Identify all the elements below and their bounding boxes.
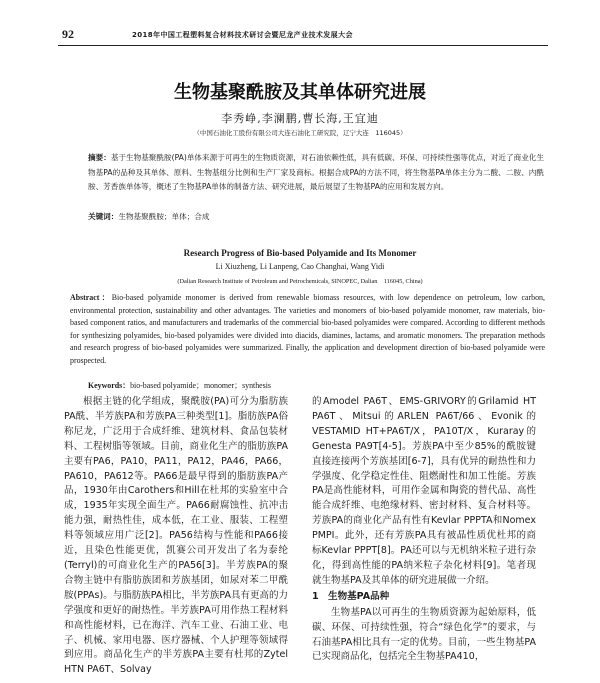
running-header: 2018年中国工程塑料复合材料技术研讨会暨尼龙产业技术发展大会: [132, 31, 353, 39]
affiliation-en: (Dalian Research Institute of Petroleum and Petrochemicals, SINOPEC, Dalian 116045, China): [177, 278, 423, 285]
authors-zh: 李秀峥,李澜鹏,曹长海,王宜迪: [221, 112, 379, 125]
keywords-en-label: Keywords：: [88, 381, 131, 390]
body-column-right: [312, 395, 536, 665]
keywords-zh: [88, 211, 544, 222]
abstract-zh-label: 摘要：: [88, 153, 111, 162]
abstract-en-label: Abstract：: [70, 293, 112, 302]
paper-title-zh: 生物基聚酰胺及其单体研究进展: [174, 82, 426, 103]
paper-title-en: Research Progress of Bio-based Polyamide and Its Monomer: [183, 248, 417, 258]
affiliation-zh: （中国石油化工股份有限公司大连石油化工研究院，辽宁大连 116045）: [193, 129, 407, 137]
abstract-zh-text: 基于生物基聚酰胺(PA)单体来源于可再生的生物质资源，对石油依赖性低，具有低碳、环保、可持续性强等优点，对近了商业化生物基PA的品种及其单体、原料、生物基组分比例和生产厂家及商标。根据合成PA的方法不同，将生物基PA单体主分为二酸、二胺、内酰胺、芳香族单体等，概述了生物基PA单体的制备方法、研究进展，最后展望了生物基PA的应用和发展方向。: [88, 153, 545, 192]
keywords-zh-label: 关键词：: [88, 212, 119, 221]
authors-en: Li Xiuzheng, Li Lanpeng, Cao Changhai, Wang Yidi: [215, 262, 385, 271]
section-number: 1: [312, 590, 319, 602]
section-title: 生物基PA品种: [328, 590, 390, 602]
header-divider: [58, 45, 548, 46]
keywords-en-text: bio-based polyamide；monomer；synthesis: [130, 381, 272, 390]
body-paragraph: 的Amodel PA6T、EMS-GRIVORY的Grilamid HT PA6T、Mitsui的ARLEN PA6T/66、Evonik的VESTAMID HT+PA6T/X，PA10T/X，Kuraray的Genesta PA9T[4-5]。芳族PA中至少85%的酰胺键直接连接两个芳族基团[6-7]，具有优异的耐热性和力学强度、化学稳定性佳、阻燃耐性和加工性能。芳族PA是高性能材料，可用作金属和陶瓷的替代品、高性能合成纤维、电绝缘材料、密封材料、复合材料等。芳族PA的商业化产品有性有Kevlar PPPTA和Nomex PMPI。此外，还有芳族PA具有被晶性质优杜邦的商标Kevlar PPPT[8]。PA还可以与无机纳米粒子进行杂化，得到高性能的PA纳米粒子杂化材料[9]。笔者现就生物基PA及其单体的研究进展做一介绍。: [312, 396, 536, 586]
keywords-en: [88, 380, 544, 391]
abstract-en-text: Bio-based polyamide monomer is derived from renewable biomass resources, with low dependence on petroleum, low carbon, environmental protection, sustainability and other advantages. The varieties and monomers of bio-based polyamide monomer, raw materials, bio-based component ratios, and manufacturers and trademarks of the commercial bio-based polyamides were compared. According to different methods for synthesizing polyamides, bio-based polyamides were divided into diacids, diamines, lactams, and aromatic monomers. The preparation methods and research progress of bio-based polyamides were summarized. Finally, the application and development direction of bio-based polyamide were prospected.: [70, 293, 545, 365]
page-number: 92: [62, 27, 74, 41]
body-column-left: [64, 395, 288, 678]
abstract-en: [70, 292, 545, 368]
keywords-zh-text: 生物基聚酰胺；单体；合成: [118, 212, 210, 221]
body-paragraph: 根据主链的化学组成，聚酰胺(PA)可分为脂肪族PA酰、半芳族PA和芳族PA三种类型[1]。脂肪族PA俗称尼龙，广泛用于合成纤维、建筑材料、食品包装材料、工程树脂等领域。目前，商业化生产的脂肪族PA主要有PA6，PA10，PA11，PA12，PA46，PA66，PA610，PA612等。PA66是最早得到的脂肪族PA产品，1930年由Carothers和Hill在杜邦的实验室中合成，1935年实现全面生产。PA66耐腐蚀性、抗冲击能力强，耐热性佳，成本低，在工业、服装、工程塑料等领域应用广泛[2]。PA56结构与性能和PA66接近，且染色性能更优，凯赛公司开发出了名为泰纶(Terryl)的可商业化生产的PA56[3]。半芳族PA的聚合物主链中有脂肪族团和芳族基团，如尿对苯二甲酰胺(PPAs)。与脂肪族PA相比，半芳族PA具有更高的力学强度和更好的耐热性。半芳族PA可用作热工程材料和高性能材料，已在海洋、汽车工业、石油工业、电子、机械、家用电器、医疗器械、个人护理等领域得到应用。商品化生产的半芳族PA主要有杜邦的Zytel HTN PA6T、Solvay: [64, 396, 288, 676]
section-heading: [312, 590, 536, 605]
abstract-zh: [88, 151, 544, 195]
section-paragraph: 生物基PA以可再生的生物质资源为起始原料，低碳、环保、可持续性强，符合“绿色化学”的要求，与石油基PA相比具有一定的优势。目前，一些生物基PA已实现商品化，包括完全生物基PA410，: [312, 606, 536, 663]
